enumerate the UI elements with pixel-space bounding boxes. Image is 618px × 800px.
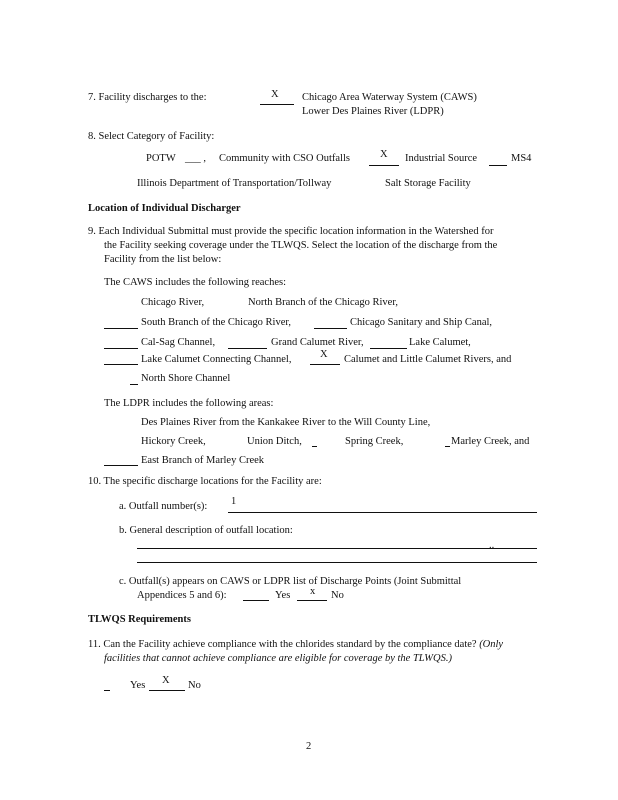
- q10c-blank-before-yes[interactable]: [243, 600, 269, 601]
- q9-blank-east-branch[interactable]: [104, 465, 138, 466]
- q9-blank-lake-calumet[interactable]: [370, 348, 407, 349]
- q10c-blank-yes[interactable]: [297, 600, 327, 601]
- page-number: 2: [306, 741, 312, 752]
- q9-blank-spring-creek[interactable]: [312, 446, 317, 447]
- q7-option-caws: Chicago Area Waterway System (CAWS): [302, 92, 477, 103]
- q8-label: 8. Select Category of Facility:: [88, 131, 215, 142]
- q11-line1: [88, 639, 503, 650]
- q9-ldpr-hickory: Hickory Creek,: [141, 436, 206, 447]
- q10c-line1: c. Outfall(s) appears on CAWS or LDPR list of Discharge Points (Joint Submittal: [119, 576, 462, 587]
- q8-option-cso: Community with CSO Outfalls: [219, 153, 350, 164]
- q9-blank-calumet-rivers[interactable]: [310, 364, 340, 365]
- q10c-no-label: No: [331, 590, 344, 601]
- q9-intro-line1: 9. Each Individual Submittal must provide the specific location information in the Watershed for: [88, 226, 494, 237]
- q9-caws-north-shore: North Shore Channel: [141, 373, 231, 384]
- q9-caws-sanitary-canal: Chicago Sanitary and Ship Canal,: [350, 317, 493, 328]
- section-heading-tlwqs: TLWQS Requirements: [88, 614, 191, 625]
- q9-blank-south-branch[interactable]: [104, 328, 138, 329]
- q11-blank-yes[interactable]: [149, 690, 185, 691]
- q8-potw-blank[interactable]: ___ ,: [185, 153, 206, 164]
- q11-blank-before-yes[interactable]: [104, 690, 110, 691]
- q9-ldpr-union-ditch: Union Ditch,: [247, 436, 302, 447]
- q8-option-industrial: Industrial Source: [405, 153, 478, 164]
- q9-ldpr-marley-creek: Marley Creek, and: [451, 436, 530, 447]
- q9-ldpr-des-plaines: Des Plaines River from the Kankakee River to the Will County Line,: [141, 417, 431, 428]
- q9-ldpr-east-branch: East Branch of Marley Creek: [141, 455, 265, 466]
- q11-question: 11. Can the Facility achieve compliance with the chlorides standard by the compliance date?: [88, 639, 477, 650]
- q9-blank-connecting-channel[interactable]: [104, 364, 138, 365]
- q9-caws-chicago-river: Chicago River,: [141, 297, 205, 308]
- q9-blank-sanitary-canal[interactable]: [314, 328, 347, 329]
- q10-label: 10. The specific discharge locations for the Facility are:: [88, 476, 322, 487]
- q8-industrial-blank[interactable]: [489, 165, 507, 166]
- q8-option-salt: Salt Storage Facility: [385, 178, 471, 189]
- q9-caws-south-branch: South Branch of the Chicago River,: [141, 317, 292, 328]
- q9-caws-heading: The CAWS includes the following reaches:: [104, 277, 286, 288]
- q9-calumet-rivers-mark: X: [320, 349, 328, 360]
- q10b-description-line2[interactable]: [137, 562, 537, 563]
- q9-caws-north-branch: North Branch of the Chicago River,: [248, 297, 399, 308]
- q8-option-potw: POTW: [146, 153, 176, 164]
- q11-no-label: No: [188, 680, 201, 691]
- q9-blank-north-shore[interactable]: [130, 384, 138, 385]
- q10a-outfall-field[interactable]: [228, 512, 537, 513]
- q11-note-start: (Only: [479, 639, 504, 650]
- q9-blank-cal-sag[interactable]: [104, 348, 138, 349]
- q9-caws-cal-sag: Cal-Sag Channel,: [141, 337, 216, 348]
- q10c-line2: Appendices 5 and 6):: [137, 590, 227, 601]
- q9-ldpr-spring-creek: Spring Creek,: [345, 436, 404, 447]
- q7-caws-mark: X: [271, 89, 279, 100]
- q7-caws-blank[interactable]: [260, 104, 294, 105]
- q9-ldpr-heading: The LDPR includes the following areas:: [104, 398, 274, 409]
- q7-label: 7. Facility discharges to the:: [88, 92, 207, 103]
- q10b-mark: ..: [489, 540, 495, 551]
- section-heading-location: Location of Individual Discharger: [88, 203, 241, 214]
- q7-option-ldpr: Lower Des Plaines River (LDPR): [302, 106, 444, 117]
- q9-intro-line3: Facility from the list below:: [104, 254, 222, 265]
- q11-mark: X: [162, 675, 170, 686]
- q9-caws-lake-calumet: Lake Calumet,: [409, 337, 471, 348]
- q9-caws-calumet-rivers: Calumet and Little Calumet Rivers, and: [344, 354, 512, 365]
- q9-blank-grand-calumet[interactable]: [228, 348, 267, 349]
- q10c-yes-label: Yes: [275, 590, 291, 601]
- q9-caws-connecting-channel: Lake Calumet Connecting Channel,: [141, 354, 292, 365]
- q11-note: facilities that cannot achieve compliance are eligible for coverage by the TLWQS.): [104, 653, 452, 664]
- q9-blank-marley-creek[interactable]: [445, 446, 450, 447]
- q9-intro-line2: the Facility seeking coverage under the TLWQS. Select the location of the discharge from the: [104, 240, 498, 251]
- q8-option-ms4: MS4: [511, 153, 532, 164]
- q10b-description-line1[interactable]: [137, 548, 537, 549]
- q11-yes-label: Yes: [130, 680, 146, 691]
- q10a-label: a. Outfall number(s):: [119, 501, 208, 512]
- q10a-outfall-value: 1: [231, 496, 237, 507]
- q8-option-idot: Illinois Department of Transportation/Tollway: [137, 178, 332, 189]
- q8-cso-blank[interactable]: [369, 165, 399, 166]
- q8-cso-mark: X: [380, 149, 388, 160]
- q10c-mark: x: [310, 586, 316, 597]
- q9-caws-grand-calumet: Grand Calumet River,: [271, 337, 364, 348]
- q10b-label: b. General description of outfall location:: [119, 525, 293, 536]
